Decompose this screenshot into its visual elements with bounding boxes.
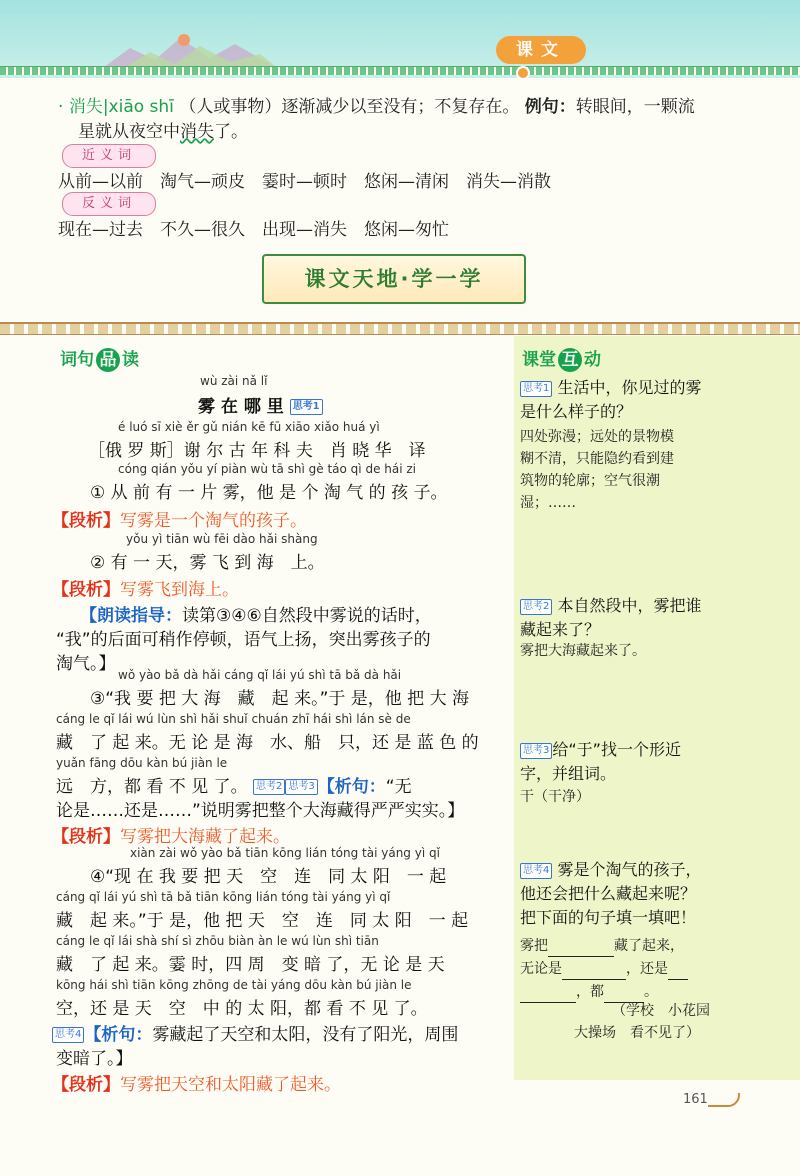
answer-1	[520, 426, 770, 514]
p4-pinyin-1: xiàn zài wǒ yào bǎ tiān kōng lián tóng tài yáng yì qǐ	[130, 846, 440, 860]
paragraph-1: ① 从 前 有 一 片 雾，他 是 个 淘 气 的 孩 子。	[90, 483, 448, 503]
example-text-2: 星就从夜空中	[78, 122, 180, 142]
reading-guide-line-2: “我”的后面可稍作停顿，语气上扬，突出雾孩子的	[56, 630, 431, 650]
q1-badge: 思考1	[520, 381, 552, 397]
synonym-label-text: 近义词	[62, 144, 156, 168]
p3-sentence-analysis-cont: 论是……还是……”说明雾把整个大海藏得严严实实。】	[56, 801, 465, 821]
antonym-label	[62, 192, 154, 216]
page-curl-decoration	[708, 1093, 740, 1107]
section-banner	[262, 254, 526, 304]
p4-line-4: 空，还 是 天 空 中 的 太 阳，都 看 不 见 了。	[56, 999, 428, 1019]
column-title-circle: 品	[96, 348, 120, 372]
panel-title-post: 动	[584, 350, 601, 370]
vocab-entry	[58, 92, 695, 117]
analysis-label: 【段析】	[52, 511, 120, 531]
q2-badge: 思考2	[520, 599, 552, 615]
column-title-post: 读	[122, 350, 139, 370]
a1-line-4: 湿；……	[520, 495, 576, 511]
a1-line-1: 四处弥漫；远处的景物模	[520, 429, 674, 445]
analysis-label: 【段析】	[52, 1075, 120, 1095]
analysis-text: 写雾把大海藏了起来。	[120, 827, 290, 847]
example-tail: 了。	[214, 122, 248, 142]
panel-title-pre: 课堂	[522, 350, 556, 370]
example-label: 例句：	[524, 97, 576, 117]
sentence-analysis-label: 【析句：	[84, 1025, 153, 1045]
header-rule	[0, 66, 800, 75]
reading-guide-line-3: 淘气。】	[56, 654, 116, 674]
banner-title: 课文天地·学一学	[304, 267, 484, 291]
antonym-line: 现在—过去 不久—很久 出现—消失 悠闲—匆忙	[58, 220, 449, 240]
vocab-definition: （人或事物）逐渐减少以至没有；不复存在。	[179, 97, 520, 117]
p3-analysis	[52, 822, 290, 847]
p4-line-1: ④“现 在 我 要 把 天 空 连 同 太 阳 一 起	[90, 867, 447, 887]
fill-2b: ，还是	[626, 961, 668, 977]
fill-3a: ，都	[576, 984, 604, 1000]
vocab-example-cont	[78, 117, 248, 142]
tab-pin	[516, 66, 530, 80]
q4-text-1: 雾是个淘气的孩子，	[557, 860, 702, 879]
sentence-analysis-label: 【析句：	[317, 777, 386, 797]
example-text: 转眼间，一颗流	[575, 97, 695, 117]
p1-analysis	[52, 506, 307, 531]
analysis-label: 【段析】	[52, 827, 120, 847]
vocab-separator: |	[102, 97, 109, 117]
antonym-label-text: 反义词	[62, 192, 156, 216]
p4-line-2: 藏 起 来。”于 是，他 把 天 空 连 同 太 阳 一 起	[56, 911, 469, 931]
q1-text-1: 生活中，你见过的雾	[557, 378, 702, 397]
column-title-pre: 词句	[60, 350, 94, 370]
analysis-text: 写雾是一个淘气的孩子。	[120, 511, 307, 531]
think-badge-4: 思考4	[52, 1027, 84, 1043]
section-divider	[0, 322, 800, 335]
vocab-word: 消失	[68, 97, 103, 117]
a1-line-2: 糊不清，只能隐约看到建	[520, 451, 674, 467]
p2-analysis	[52, 575, 239, 600]
reading-guide-text-1: 读第③④⑥自然段中雾说的话时，	[182, 606, 432, 626]
bullet-icon: ·	[58, 97, 64, 117]
p3-pinyin-3: yuǎn fāng dōu kàn bú jiàn le	[56, 756, 228, 770]
author-pinyin: é luó sī xiè ěr gǔ nián kē fū xiāo xiǎo huá yì	[118, 420, 380, 434]
lesson-title	[198, 392, 323, 417]
section-tab: 课文	[496, 36, 586, 64]
synonym-label	[62, 144, 154, 168]
q3-text-2: 字，并组词。	[520, 764, 617, 783]
options-line-2: 大操场 看不见了）	[574, 1025, 700, 1041]
p4-pinyin-2: cáng qǐ lái yú shì tā bǎ tiān kōng lián tóng tài yáng yì qǐ	[56, 890, 391, 904]
p4-pinyin-4: kōng hái shì tiān kōng zhōng de tài yáng dōu kàn bú jiàn le	[56, 978, 412, 992]
p2-pinyin: yǒu yì tiān wù fēi dào hǎi shàng	[126, 532, 318, 546]
sentence-analysis-text: “无	[385, 777, 412, 797]
lesson-title-text: 雾 在 哪 里	[198, 397, 284, 417]
p4-sentence-analysis	[52, 1020, 458, 1045]
p3-line-2: 藏 了 起 来。无 论 是 海 水、船 只，还 是 蓝 色 的	[56, 733, 479, 753]
question-1	[520, 376, 770, 424]
think-badge-1: 思考1	[290, 399, 323, 415]
answer-2: 雾把大海藏起来了。	[520, 643, 646, 659]
example-word: 消失	[180, 122, 214, 142]
q2-text-2: 藏起来了？	[520, 620, 601, 639]
p3-pinyin-2: cáng le qǐ lái wú lùn shì hǎi shuǐ chuán zhī hái shì lán sè de	[56, 712, 411, 726]
q2-text-1: 本自然段中，雾把谁	[557, 596, 702, 615]
q3-badge: 思考3	[520, 743, 552, 759]
blank-3[interactable]	[668, 957, 688, 980]
lesson-title-pinyin: wù zài nǎ lǐ	[200, 374, 268, 388]
page-number: 161	[683, 1092, 708, 1107]
q4-text-3: 把下面的句子填一填吧！	[520, 908, 697, 927]
p4-analysis	[52, 1070, 341, 1095]
q4-text-2: 他还会把什么藏起来呢？	[520, 884, 697, 903]
q4-badge: 思考4	[520, 863, 552, 879]
fill-options	[574, 1000, 782, 1044]
blank-2[interactable]	[562, 957, 626, 980]
fill-2a: 无论是	[520, 961, 562, 977]
synonym-line: 从前—以前 淘气—顽皮 霎时—顿时 悠闲—清闲 消失—消散	[58, 172, 551, 192]
reading-guide-line-1	[80, 601, 432, 626]
analysis-text: 写雾把天空和太阳藏了起来。	[120, 1075, 341, 1095]
p1-pinyin: cóng qián yǒu yí piàn wù tā shì gè táo qì de hái zi	[118, 462, 417, 476]
p4-line-3: 藏 了 起 来。霎 时，四 周 变 暗 了，无 论 是 天	[56, 955, 445, 975]
fill-1b: 藏了起来，	[614, 938, 684, 954]
a1-line-3: 筑物的轮廓；空气很潮	[520, 473, 660, 489]
question-4	[520, 858, 770, 930]
p3-line-3	[56, 772, 412, 797]
p3-line-3-text: 远 方，都 看 不 见 了。	[56, 777, 248, 797]
think-badge-3: 思考3	[285, 779, 317, 795]
fill-3b: 。	[644, 984, 658, 1000]
q3-text-1: 给“于”找一个形近	[552, 740, 681, 759]
blank-4[interactable]	[520, 980, 576, 1003]
paragraph-2: ② 有 一 天，雾 飞 到 海 上。	[90, 553, 325, 573]
options-line-1: （学校 小花园	[612, 1003, 710, 1019]
q1-text-2: 是什么样子的？	[520, 402, 633, 421]
reading-guide-label: 【朗读指导：	[80, 606, 182, 626]
fill-in-exercise	[520, 934, 770, 1003]
blank-1[interactable]	[548, 934, 614, 957]
p3-pinyin-1: wǒ yào bǎ dà hǎi cáng qǐ lái yú shì tā bǎ dà hǎi	[118, 668, 402, 682]
p3-line-1: ③“我 要 把 大 海 藏 起 来。”于 是，他 把 大 海	[90, 689, 469, 709]
mountain-decoration	[100, 30, 280, 70]
author-line: ［俄 罗 斯］谢 尔 古 年 科 夫 肖 晓 华 译	[88, 441, 426, 461]
sentence-analysis-text: 雾藏起了天空和太阳，没有了阳光，周围	[152, 1025, 459, 1045]
question-3	[520, 738, 770, 786]
think-badge-2: 思考2	[253, 779, 285, 795]
p4-sentence-analysis-cont: 变暗了。】	[56, 1049, 133, 1069]
vocab-pinyin: xiāo shī	[108, 97, 174, 117]
fill-1a: 雾把	[520, 938, 548, 954]
panel-title	[522, 345, 601, 372]
panel-title-circle: 互	[558, 348, 582, 372]
question-2	[520, 594, 770, 642]
analysis-text: 写雾飞到海上。	[120, 580, 239, 600]
p4-pinyin-3: cáng le qǐ lái shà shí sì zhōu biàn àn le wú lùn shì tiān	[56, 934, 379, 948]
analysis-label: 【段析】	[52, 580, 120, 600]
answer-3: 干（干净）	[520, 789, 590, 805]
column-title	[60, 345, 139, 372]
